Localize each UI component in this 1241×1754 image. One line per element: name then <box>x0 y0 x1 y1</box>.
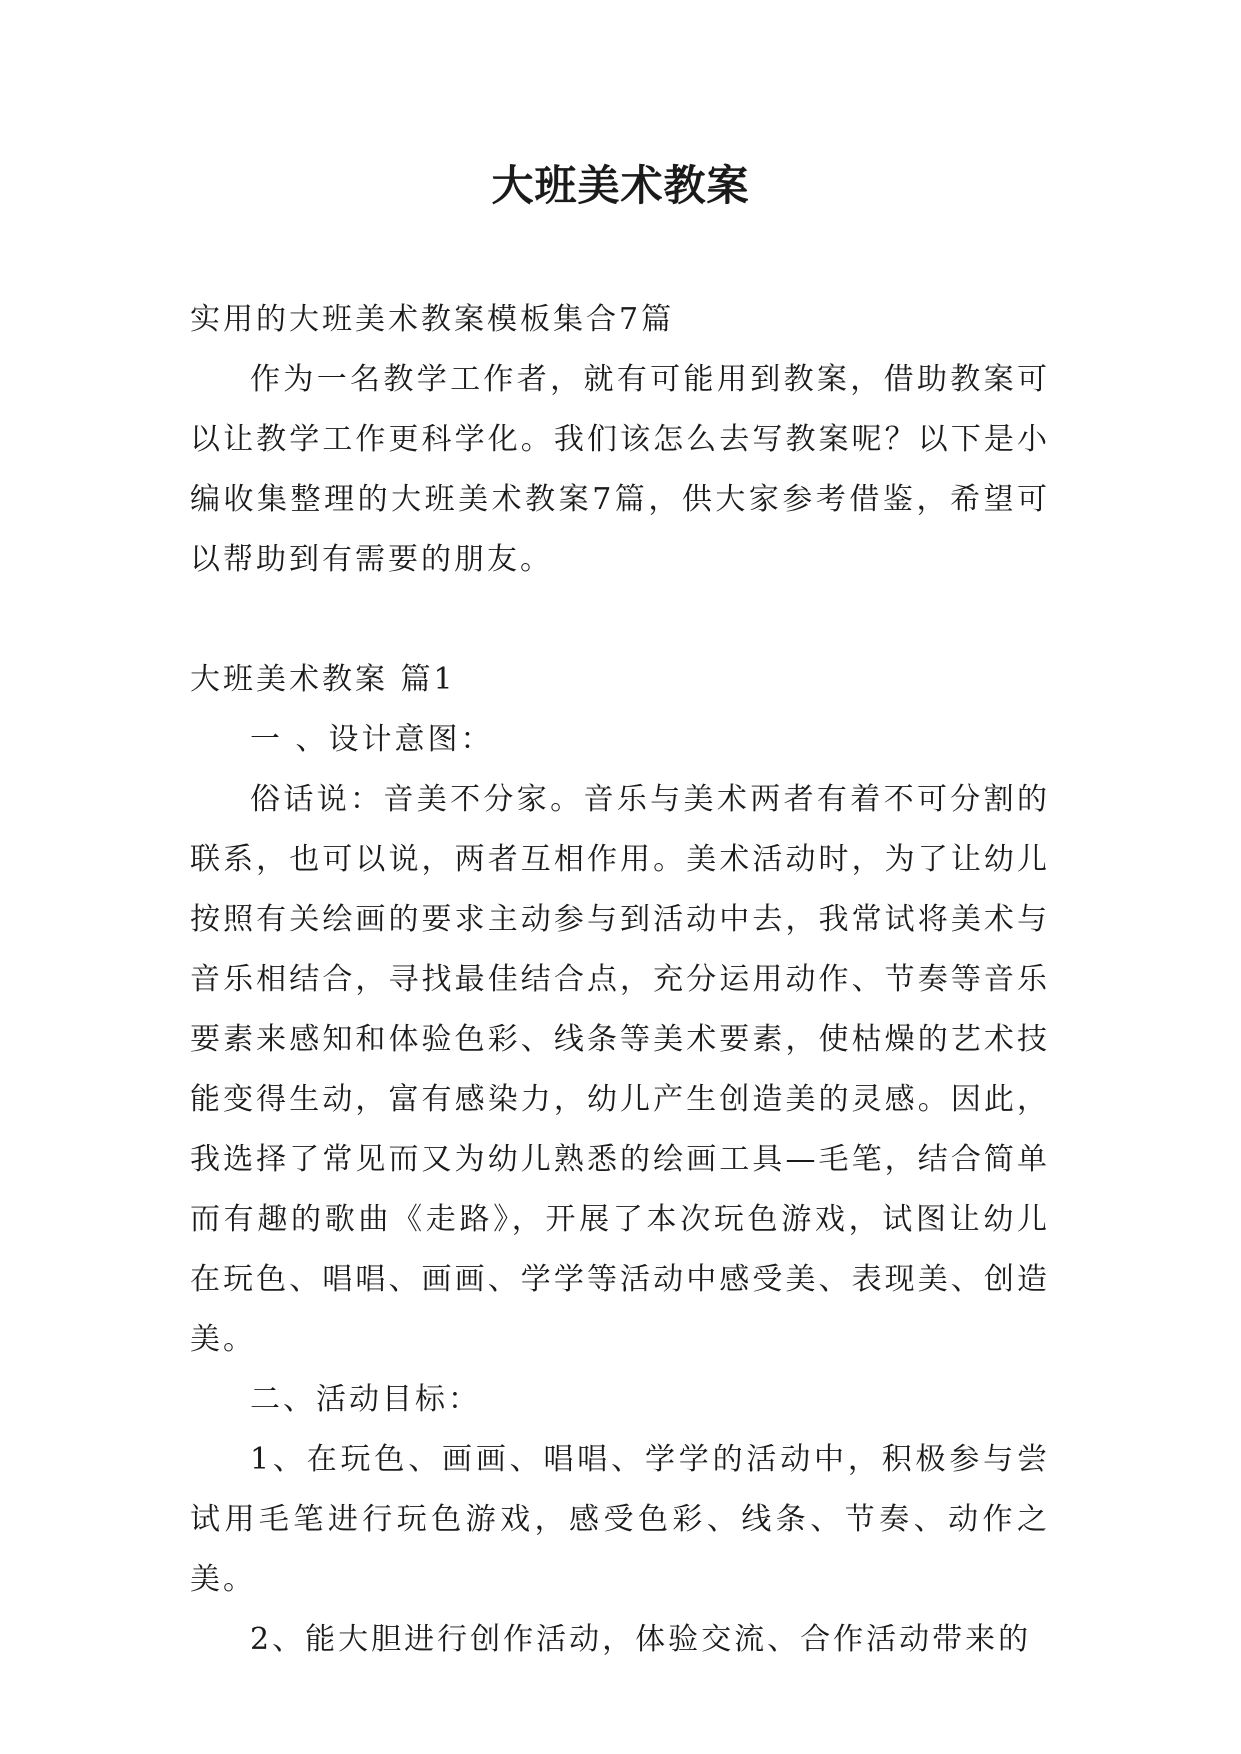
spacer <box>190 590 1050 650</box>
goal-item-2: 2、能大胆进行创作活动，体验交流、合作活动带来的 <box>250 1622 1032 1657</box>
document-title: 大班美术教案 <box>491 161 750 210</box>
goal-item-1: 1、在玩色、画画、唱唱、学学的活动中，积极参与尝试用毛笔进行玩色游戏，感受色彩、线条、节奏、动作之美。 <box>190 1442 1050 1597</box>
design-intent-paragraph: 俗话说：音美不分家。音乐与美术两者有着不可分割的联系，也可以说，两者互相作用。美术活动时，为了让幼儿按照有关绘画的要求主动参与到活动中去，我常试将美术与音乐相结合，寻找最佳结合点，充分运用动作、节奏等音乐要素来感知和体验色彩、线条等美术要素，使枯燥的艺术技能变得生动，富有感染力，幼儿产生创造美的灵感。因此，我选择了常见而又为幼儿熟悉的绘画工具—毛笔，结合简单而有趣的歌曲《走路》，开展了本次玩色游戏，试图让幼儿在玩色、唱唱、画画、学学等活动中感受美、表现美、创造美。 <box>190 782 1050 1357</box>
subtitle: 实用的大班美术教案模板集合7篇 <box>190 302 675 337</box>
design-intent-heading: 一 、设计意图： <box>250 722 494 757</box>
section-heading: 大班美术教案 篇1 <box>190 662 456 697</box>
document-body <box>190 290 1050 1670</box>
goals-heading: 二、活动目标： <box>250 1382 481 1417</box>
intro-paragraph: 作为一名教学工作者，就有可能用到教案，借助教案可以让教学工作更科学化。我们该怎么去写教案呢？以下是小编收集整理的大班美术教案7篇，供大家参考借鉴，希望可以帮助到有需要的朋友。 <box>190 362 1050 577</box>
